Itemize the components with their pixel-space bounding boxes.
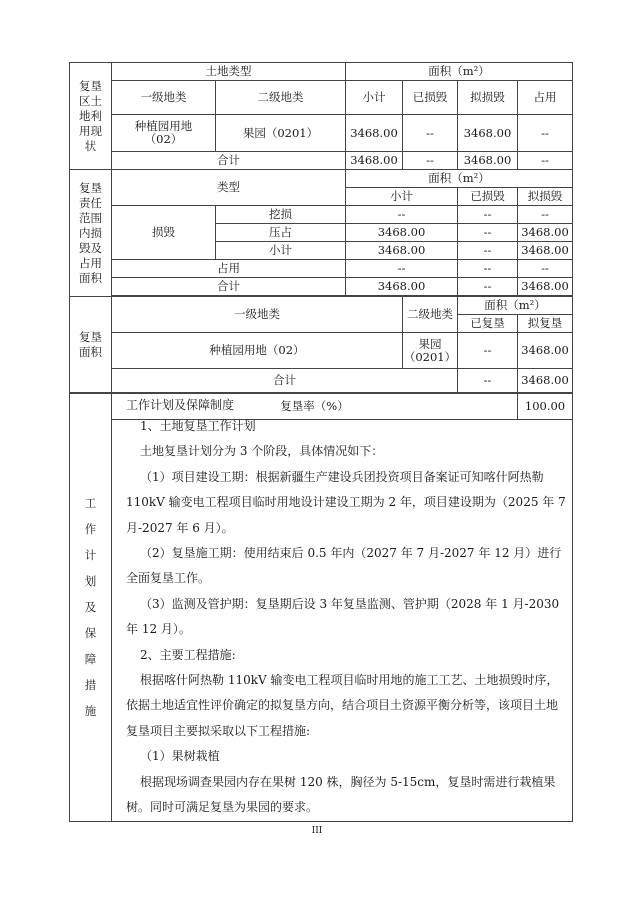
damage-subtotal-damaged: -- xyxy=(458,242,518,260)
to-reclaim-header: 拟复垦 xyxy=(518,315,573,333)
press-label: 压占 xyxy=(216,224,346,242)
plan-paragraph-5: （3）监测及管护期：复垦期后设 3 年复垦监测、管护期（2028 年 1 月-2030 年 12 月）。 xyxy=(126,596,560,637)
reclaim-level1: 种植园用地（02） xyxy=(112,333,403,369)
level1-header-3: 一级地类 xyxy=(112,297,403,333)
area-unit-header: 面积（m²） xyxy=(346,63,573,81)
total-damaged-2: -- xyxy=(458,278,518,296)
occupied-header: 占用 xyxy=(518,81,573,115)
land-type-header: 土地类型 xyxy=(112,63,346,81)
row-level1: 种植园用地 （02） xyxy=(112,115,216,152)
subtotal-header: 小计 xyxy=(346,81,403,115)
reclaim-level2: 果园（0201） xyxy=(403,333,458,369)
row-to-damage: 3468.00 xyxy=(458,115,518,152)
occupied-damaged: -- xyxy=(458,260,518,278)
area-unit-header-3: 面积（m²） xyxy=(458,297,573,315)
plan-title: 工作计划及保障制度 xyxy=(126,398,235,412)
total-subtotal: 3468.00 xyxy=(346,152,403,170)
level2-header: 二级地类 xyxy=(216,81,346,115)
dig-to-damage: -- xyxy=(518,206,573,224)
area-unit-header-2: 面积（m²） xyxy=(346,170,573,188)
row-level2: 果园（0201） xyxy=(216,115,346,152)
dig-subtotal: -- xyxy=(346,206,458,224)
work-plan-table xyxy=(69,393,573,822)
reclaim-total-label: 合计 xyxy=(112,369,458,393)
total-label-2: 合计 xyxy=(112,278,346,296)
total-damaged: -- xyxy=(403,152,458,170)
reclaim-total-reclaimed: -- xyxy=(458,369,518,393)
reclaimed-header: 已复垦 xyxy=(458,315,518,333)
section3-label: 复垦 面积 xyxy=(70,297,112,393)
plan-heading-1: 1、土地复垦工作计划 xyxy=(140,419,256,433)
reclaim-rate-value: 100.00 xyxy=(518,393,573,420)
reclaim-total-to-reclaim: 3468.00 xyxy=(518,369,573,393)
total-to-damage: 3468.00 xyxy=(458,152,518,170)
land-reclamation-table xyxy=(69,62,573,420)
occupied-to-damage: -- xyxy=(518,260,573,278)
press-damaged: -- xyxy=(458,224,518,242)
row-damaged: -- xyxy=(403,115,458,152)
section4-label: 工 作 计 划 及 保 障 措 施 xyxy=(70,394,112,822)
section2-label: 复垦 责任 范围 内损 毁及 占用 面积 xyxy=(70,170,112,297)
to-damage-header-2: 拟损毁 xyxy=(518,188,573,206)
dig-label: 挖损 xyxy=(216,206,346,224)
plan-paragraph-3: （1）项目建设工期：根据新疆生产建设兵团投资项目备案证可知喀什阿热勒 110kV 输变电工程项目临时用地设计建设工期为 2 年，项目建设期为（2025 年 7 月-2027 年 6 月）。 xyxy=(126,469,566,535)
level2-header-3: 二级地类 xyxy=(403,297,458,333)
plan-paragraph-9: 根据现场调查果园内存在果树 120 株，胸径为 5-15cm，复垦时需进行栽植果树。同时可满足复垦为果园的要求。 xyxy=(126,774,556,815)
plan-heading-2: 2、主要工程措施: xyxy=(140,647,236,662)
plan-heading-3: （1）果树栽植 xyxy=(140,749,220,764)
total-subtotal-2: 3468.00 xyxy=(346,278,458,296)
damaged-header-2: 已损毁 xyxy=(458,188,518,206)
occupied-label: 占用 xyxy=(112,260,346,278)
subtotal-header-2: 小计 xyxy=(346,188,458,206)
damaged-header: 已损毁 xyxy=(403,81,458,115)
press-subtotal: 3468.00 xyxy=(346,224,458,242)
reclaim-rate-label: 复垦率（%） xyxy=(112,393,518,420)
total-occupied: -- xyxy=(518,152,573,170)
row-occupied: -- xyxy=(518,115,573,152)
plan-paragraph-4: （2）复垦施工期：使用结束后 0.5 年内（2027 年 7 月-2027 年 12 月）进行全面复垦工作。 xyxy=(126,546,562,586)
type-header: 类型 xyxy=(112,170,346,206)
total-label: 合计 xyxy=(112,152,346,170)
plan-paragraph-2: 土地复垦计划分为 3 个阶段，具体情况如下： xyxy=(140,444,384,459)
reclaim-reclaimed: -- xyxy=(458,333,518,369)
level1-header: 一级地类 xyxy=(112,81,216,115)
press-to-damage: 3468.00 xyxy=(518,224,573,242)
total-to-damage-2: 3468.00 xyxy=(518,278,573,296)
page-number: III xyxy=(311,826,323,836)
reclaim-to-reclaim: 3468.00 xyxy=(518,333,573,369)
to-damage-header: 拟损毁 xyxy=(458,81,518,115)
plan-paragraph-7: 根据喀什阿热勒 110kV 输变电工程项目临时用地的施工工艺、土地损毁时序，依据土地适宜性评价确定的拟复垦方向，结合项目土资源平衡分析等，该项目土地复垦项目主要拟采取以下工程措施: xyxy=(126,673,559,738)
damage-subtotal-to-damage: 3468.00 xyxy=(518,242,573,260)
dig-damaged: -- xyxy=(458,206,518,224)
damage-subtotal: 3468.00 xyxy=(346,242,458,260)
row-subtotal: 3468.00 xyxy=(346,115,403,152)
occupied-subtotal: -- xyxy=(346,260,458,278)
work-plan-content xyxy=(112,394,573,822)
section1-label: 复垦 区土 地利 用现 状 xyxy=(70,63,112,170)
damage-subtotal-label: 小计 xyxy=(216,242,346,260)
damage-label: 损毁 xyxy=(112,206,216,260)
